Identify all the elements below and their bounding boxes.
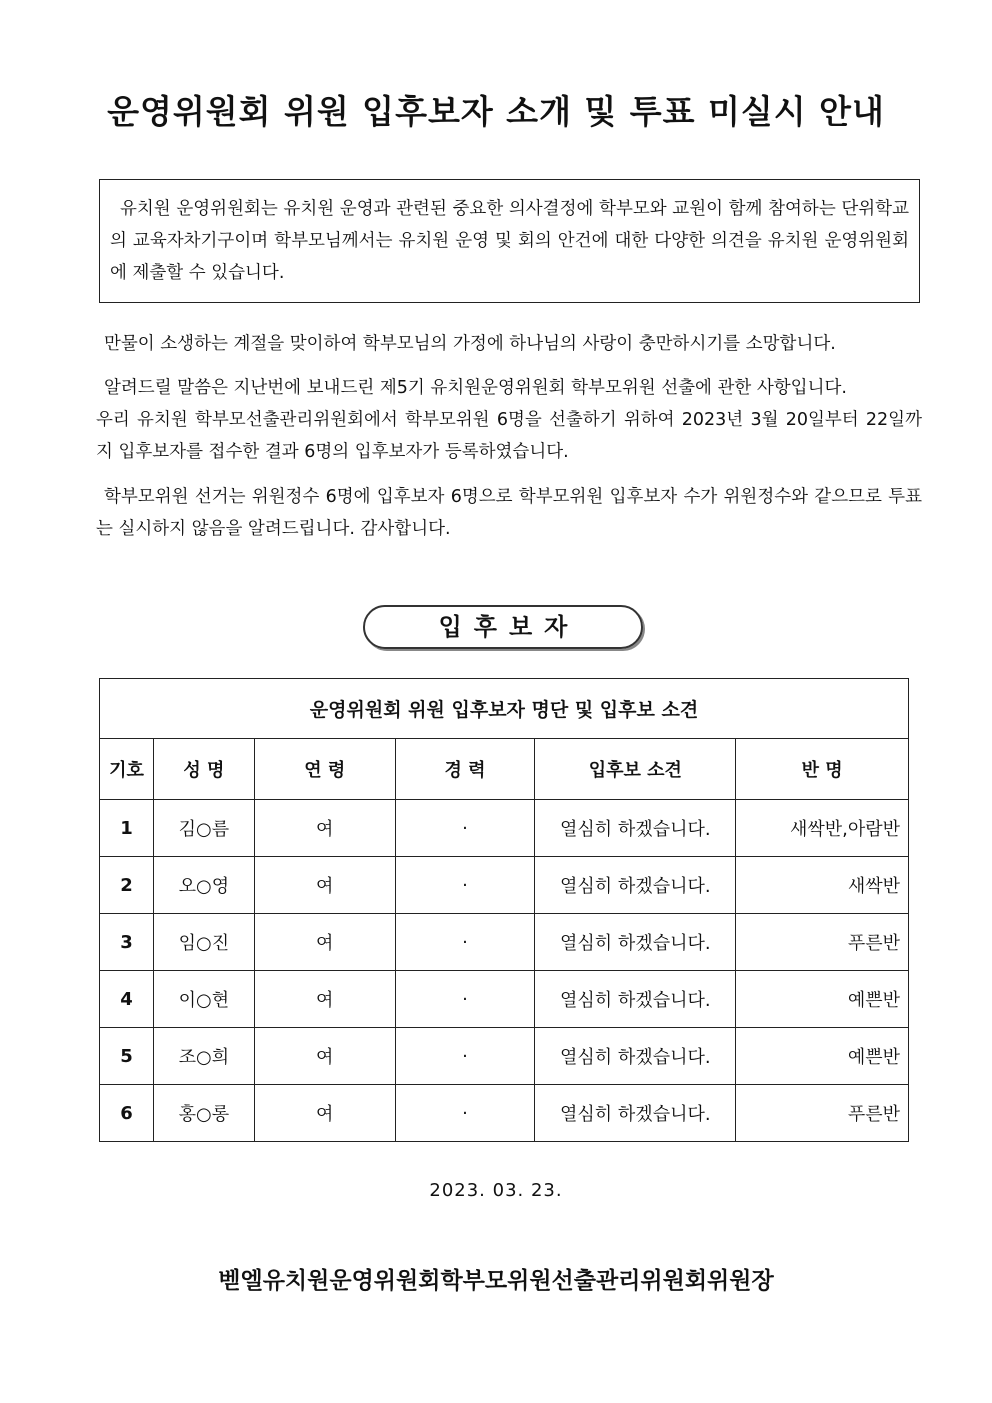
cell-class: 새싹반	[736, 857, 909, 914]
cell-age: 여	[254, 1085, 395, 1142]
cell-class: 새싹반,아람반	[736, 800, 909, 857]
cell-age: 여	[254, 914, 395, 971]
notice-text-2: 우리 유치원 학부모선출관리위원회에서 학부모위원 6명을 선출하기 위하여 2023년 3월 20일부터 22일까지 입후보자를 접수한 결과 6명의 입후보자가 등록하였습니다.	[96, 410, 922, 462]
cell-name: 김○름	[153, 800, 254, 857]
cell-class: 푸른반	[736, 914, 909, 971]
vote-text: 학부모위원 선거는 위원정수 6명에 입후보자 6명으로 학부모위원 입후보자 수가 위원정수와 같으므로 투표는 실시하지 않음을 알려드립니다. 감사합니다.	[96, 487, 922, 539]
cell-number: 2	[100, 857, 154, 914]
cell-statement: 열심히 하겠습니다.	[535, 914, 736, 971]
signer-title: 벧엘유치원운영위원회학부모위원선출관리위원회위원장	[218, 1268, 774, 1294]
notice-text-1: 알려드릴 말씀은 지난번에 보내드린 제5기 유치원운영위원회 학부모위원 선출에 관한 사항입니다.	[104, 378, 847, 398]
candidate-table	[99, 678, 909, 1142]
cell-class: 예쁜반	[736, 1028, 909, 1085]
table-row	[100, 971, 909, 1028]
cell-name: 오○영	[153, 857, 254, 914]
cell-statement: 열심히 하겠습니다.	[535, 857, 736, 914]
section-label: 입후보자	[363, 605, 643, 649]
cell-number: 4	[100, 971, 154, 1028]
cell-name: 이○현	[153, 971, 254, 1028]
table-row	[100, 800, 909, 857]
table-header-row	[100, 739, 909, 800]
cell-number: 3	[100, 914, 154, 971]
cell-number: 6	[100, 1085, 154, 1142]
header-name: 성 명	[153, 739, 254, 800]
cell-age: 여	[254, 800, 395, 857]
table-caption: 운영위원회 위원 입후보자 명단 및 입후보 소견	[100, 679, 909, 739]
header-statement: 입후보 소견	[535, 739, 736, 800]
table-row	[100, 857, 909, 914]
document-date: 2023. 03. 23.	[429, 1180, 563, 1201]
cell-age: 여	[254, 857, 395, 914]
header-age: 연 령	[254, 739, 395, 800]
notice-paragraph	[96, 372, 922, 468]
cell-name: 임○진	[153, 914, 254, 971]
cell-statement: 열심히 하겠습니다.	[535, 1028, 736, 1085]
table-row	[100, 914, 909, 971]
cell-age: 여	[254, 971, 395, 1028]
cell-name: 조○희	[153, 1028, 254, 1085]
cell-career: ·	[395, 1085, 535, 1142]
cell-career: ·	[395, 857, 535, 914]
header-career: 경 력	[395, 739, 535, 800]
table-caption-row	[100, 679, 909, 739]
cell-career: ·	[395, 971, 535, 1028]
table-row	[100, 1085, 909, 1142]
cell-age: 여	[254, 1028, 395, 1085]
greeting-text: 만물이 소생하는 계절을 맞이하여 학부모님의 가정에 하나님의 사랑이 충만하시기를 소망합니다.	[104, 334, 836, 354]
cell-career: ·	[395, 914, 535, 971]
cell-statement: 열심히 하겠습니다.	[535, 1085, 736, 1142]
intro-text: 유치원 운영위원회는 유치원 운영과 관련된 중요한 의사결정에 학부모와 교원이 함께 참여하는 단위학교의 교육자차기구이며 학부모님께서는 유치원 운영 및 회의 안건에 대한 다양한 의견을 유치원 운영위원회에 제출할 수 있습니다.	[110, 199, 909, 283]
greeting-paragraph	[96, 328, 922, 360]
cell-career: ·	[395, 1028, 535, 1085]
cell-class: 예쁜반	[736, 971, 909, 1028]
header-class: 반 명	[736, 739, 909, 800]
cell-career: ·	[395, 800, 535, 857]
cell-number: 1	[100, 800, 154, 857]
cell-number: 5	[100, 1028, 154, 1085]
cell-statement: 열심히 하겠습니다.	[535, 971, 736, 1028]
cell-statement: 열심히 하겠습니다.	[535, 800, 736, 857]
header-number: 기호	[100, 739, 154, 800]
cell-name: 홍○롱	[153, 1085, 254, 1142]
document-title: 운영위원회 위원 입후보자 소개 및 투표 미실시 안내	[107, 92, 885, 131]
cell-class: 푸른반	[736, 1085, 909, 1142]
intro-box	[99, 179, 920, 303]
vote-paragraph	[96, 481, 922, 545]
table-row	[100, 1028, 909, 1085]
